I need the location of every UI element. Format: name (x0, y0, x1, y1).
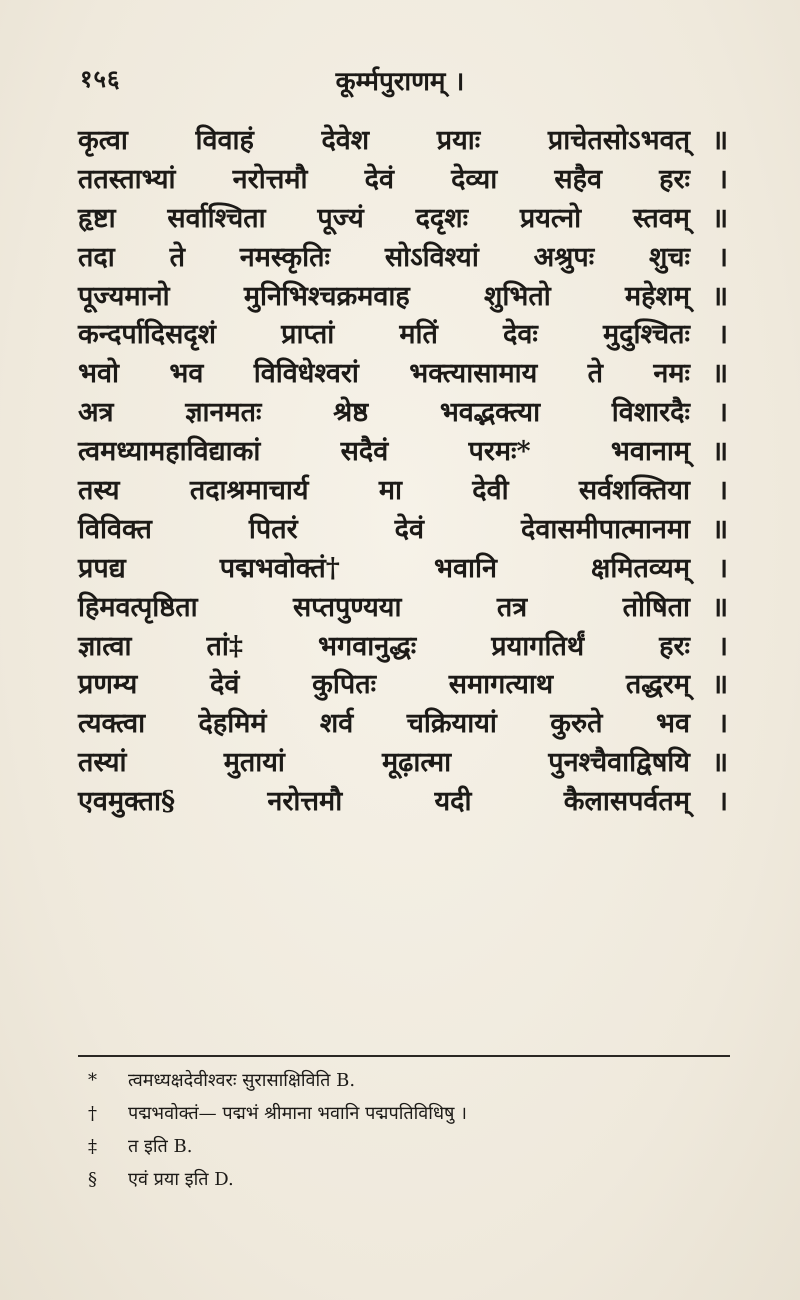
verse-word: भव (655, 708, 690, 740)
verse-word: तत्र (496, 591, 528, 623)
verse-word: मा (378, 475, 402, 507)
verse-word: ततस्ताभ्यां (78, 163, 176, 195)
verse-word: तद्धरम् (625, 669, 690, 701)
verse-word: पद्मभवोक्तं† (219, 552, 340, 584)
verse-text (78, 781, 706, 818)
footnote-text: एवं प्रया इति D. (128, 1169, 234, 1190)
verse-block (78, 120, 728, 820)
verse-word: तस्य (78, 475, 120, 507)
footnote-mark: † (88, 1103, 97, 1124)
verse-word: प्रयत्नो (519, 202, 582, 234)
verse-text (78, 470, 706, 507)
verse-word: देवासमीपात्मानमा (521, 513, 690, 545)
verse-text (78, 159, 706, 196)
verse-line (78, 781, 728, 820)
verse-text (78, 626, 706, 663)
verse-text (78, 198, 706, 235)
verse-word: भक्त्यासामाय (409, 358, 538, 390)
verse-end-mark: ॥ (711, 436, 728, 468)
verse-word: हरः (659, 163, 690, 195)
verse-word: सहैव (554, 163, 603, 195)
verse-word: शर्व (319, 708, 354, 740)
verse-word: परमः* (468, 436, 531, 468)
verse-text (78, 276, 706, 313)
verse-word: हरः (659, 630, 690, 662)
verse-word: नमः (653, 358, 690, 390)
verse-end-mark: ॥ (711, 125, 728, 156)
verse-word: स्तवम् (632, 202, 690, 234)
verse-word: तोषिता (622, 591, 690, 623)
verse-word: ज्ञानमतः (185, 397, 262, 429)
verse-word: प्राप्तां (281, 319, 335, 351)
verse-line (78, 159, 728, 198)
verse-word: भवो (78, 358, 119, 390)
verse-text (78, 742, 706, 779)
verse-line (78, 509, 728, 548)
footnote-text: त्वमध्यक्षदेवीश्वरः सुरासाक्षिविति B. (128, 1070, 356, 1091)
verse-text (78, 392, 706, 429)
verse-word: सदैवं (340, 436, 389, 468)
verse-text (78, 431, 706, 468)
verse-text (78, 509, 706, 546)
verse-word: त्वमध्यामहाविद्याकां (78, 436, 261, 468)
verse-word: सर्वाश्चिता (167, 202, 266, 234)
verse-line (78, 314, 728, 353)
verse-end-mark: ॥ (711, 669, 728, 701)
verse-word: हिमवत्पृष्ठिता (78, 591, 198, 623)
verse-text (78, 314, 706, 351)
footnote-text: त इति B. (128, 1136, 193, 1157)
verse-word: पुनश्चैवाद्विषयि (548, 747, 690, 779)
verse-word: प्रणम्य (78, 669, 138, 701)
verse-word: तस्यां (78, 747, 127, 779)
verse-word: ते (587, 358, 604, 390)
verse-word: देवः (503, 319, 538, 351)
verse-end-mark: ॥ (711, 358, 728, 390)
verse-word: ते (169, 241, 185, 273)
verse-word: नमस्कृतिः (239, 241, 330, 273)
footnote (88, 1167, 728, 1200)
verse-end-mark: ॥ (711, 591, 728, 623)
verse-line (78, 392, 728, 431)
verse-end-mark: । (717, 552, 728, 584)
verse-word: कृत्वा (78, 125, 128, 156)
verse-word: पूज्यं (317, 202, 364, 234)
verse-text (78, 664, 706, 701)
verse-end-mark: । (717, 397, 728, 429)
verse-word: ददृशः (415, 202, 469, 234)
verse-word: सर्वशक्तिया (578, 475, 690, 507)
verse-text (78, 548, 706, 585)
verse-text (78, 237, 706, 274)
verse-line (78, 237, 728, 276)
verse-end-mark: । (717, 319, 728, 351)
footnote-divider (78, 1055, 730, 1057)
verse-word: एवमुक्ता§ (78, 786, 176, 818)
verse-end-mark: ॥ (711, 747, 728, 779)
verse-word: देवं (210, 669, 240, 701)
verse-end-mark: । (717, 708, 728, 740)
verse-word: हृष्टा (78, 202, 116, 234)
verse-line (78, 470, 728, 509)
verse-line (78, 276, 728, 315)
verse-word: मुतायां (223, 747, 285, 779)
running-title: कूर्म्मपुराणम् । (335, 67, 465, 97)
verse-word: मुनिभिश्चक्रमवाह (243, 280, 410, 312)
verse-word: तदा (78, 241, 115, 273)
verse-word: ज्ञात्वा (78, 630, 132, 662)
verse-word: विविक्त (78, 513, 152, 545)
footnote (88, 1101, 728, 1134)
verse-line (78, 198, 728, 237)
verse-text (78, 703, 706, 740)
verse-end-mark: ॥ (711, 280, 728, 312)
verse-word: सप्तपुण्यया (293, 591, 402, 623)
verse-word: मूढ़ात्मा (382, 747, 452, 779)
verse-text (78, 353, 706, 390)
verse-line (78, 742, 728, 781)
verse-word: तां‡ (206, 630, 243, 662)
footnote-mark: * (88, 1070, 97, 1091)
verse-word: प्रपद्य (78, 552, 126, 584)
verse-line (78, 431, 728, 470)
verse-word: नरोत्तमौ (267, 786, 343, 818)
verse-word: कुपितः (312, 669, 377, 701)
verse-word: तदाश्रमाचार्य (189, 475, 309, 507)
verse-word: अत्र (78, 397, 114, 429)
verse-word: शुचः (649, 241, 690, 273)
verse-text (78, 120, 706, 157)
verse-word: महेशम् (624, 280, 690, 312)
verse-line (78, 703, 728, 742)
verse-word: विशारदैः (611, 397, 690, 429)
footnote-text: पद्मभवोक्तं— पद्मभं श्रीमाना भवानि पद्मपतिविधिषु । (128, 1103, 467, 1124)
verse-word: त्यक्त्वा (78, 708, 146, 740)
verse-end-mark: । (717, 475, 728, 507)
footnotes (88, 1068, 728, 1200)
verse-word: भगवानुद्धः (318, 630, 417, 662)
verse-word: अश्रुपः (533, 241, 595, 273)
verse-word: यदी (434, 786, 472, 818)
verse-word: पूज्यमानो (78, 280, 170, 312)
verse-line (78, 353, 728, 392)
verse-word: कुरुते (550, 708, 603, 740)
verse-word: पितरं (248, 513, 298, 545)
footnote-mark: § (88, 1169, 97, 1190)
verse-word: देवं (394, 513, 425, 545)
page-number: १५६ (80, 64, 121, 93)
verse-word: शुभितो (484, 280, 551, 312)
verse-word: कैलासपर्वतम् (563, 786, 690, 818)
footnote-mark: ‡ (88, 1136, 97, 1157)
verse-word: विविधेश्वरां (253, 358, 359, 390)
verse-word: समागत्याथ (448, 669, 554, 701)
verse-word: भवानि (433, 552, 497, 584)
verse-word: देहमिमं (198, 708, 267, 740)
verse-line (78, 120, 728, 159)
verse-word: देवेश (321, 125, 370, 156)
verse-end-mark: । (717, 163, 728, 195)
footnote (88, 1068, 728, 1101)
page-header (80, 62, 720, 102)
verse-word: देव्या (451, 163, 498, 195)
verse-end-mark: ॥ (711, 202, 728, 234)
verse-word: प्रयागतिर्थं (491, 630, 585, 662)
verse-line (78, 587, 728, 626)
verse-end-mark: । (717, 241, 728, 273)
verse-word: मतिं (399, 319, 438, 351)
verse-word: विवाहं (195, 125, 254, 156)
verse-end-mark: ॥ (711, 513, 728, 545)
verse-word: भव (169, 358, 204, 390)
verse-word: मुदुश्चितः (603, 319, 690, 351)
verse-word: देवी (472, 475, 509, 507)
verse-word: नरोत्तमौ (232, 163, 308, 195)
verse-line (78, 626, 728, 665)
verse-word: क्षमितव्यम् (591, 552, 690, 584)
verse-word: सोऽविश्यां (384, 241, 479, 273)
verse-word: प्रयाः (436, 125, 481, 156)
verse-word: देवं (364, 163, 394, 195)
verse-line (78, 664, 728, 703)
verse-word: भवानाम् (610, 436, 690, 468)
verse-word: चक्रियायां (406, 708, 497, 740)
footnote (88, 1134, 728, 1167)
verse-word: प्राचेतसोऽभवत् (547, 125, 690, 156)
verse-text (78, 587, 706, 624)
verse-line (78, 548, 728, 587)
verse-word: कन्दर्पादिसदृशं (78, 319, 217, 351)
verse-end-mark: । (717, 630, 728, 662)
verse-word: भवद्भक्त्या (439, 397, 541, 429)
verse-end-mark: । (717, 786, 728, 818)
verse-word: श्रेष्ठ (333, 397, 369, 429)
